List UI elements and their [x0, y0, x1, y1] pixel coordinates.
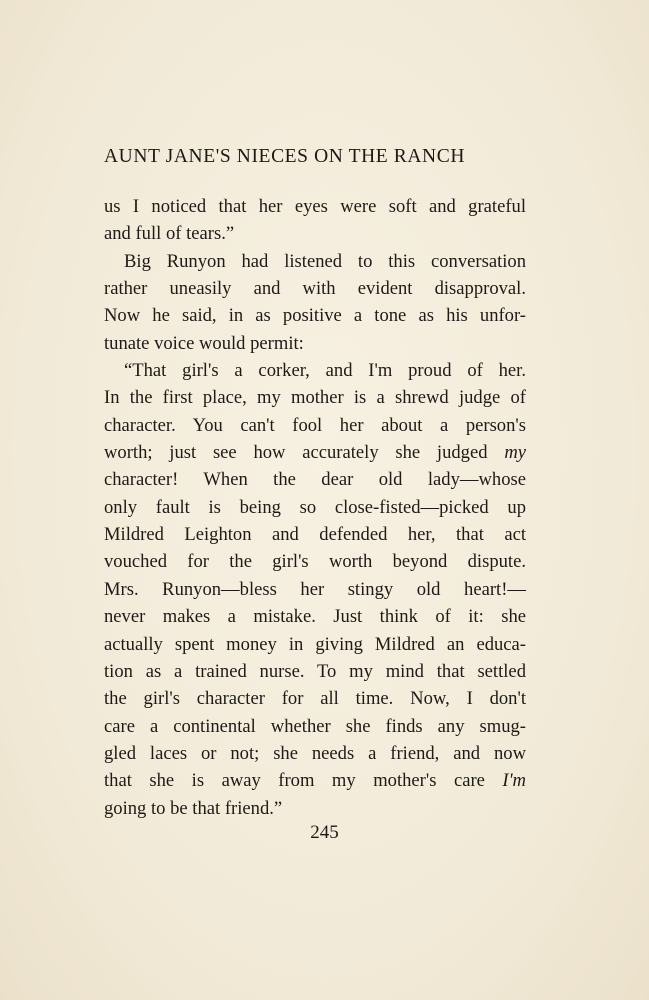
- text-line: vouched for the girl's worth beyond dispute.: [104, 551, 526, 573]
- text-line: tunate voice would permit:: [104, 332, 304, 354]
- body-text: [104, 193, 526, 822]
- text-line: “That girl's a corker, and I'm proud of her.: [124, 360, 526, 382]
- text-line: rather uneasily and with evident disapproval.: [104, 278, 526, 300]
- text-line: actually spent money in giving Mildred an educa-: [104, 633, 526, 655]
- text-line: the girl's character for all time. Now, I don't: [104, 688, 526, 710]
- text-line: gled laces or not; she needs a friend, and now: [104, 742, 526, 764]
- page-number: 245: [310, 822, 339, 843]
- text-line: that she is away from my mother's care I'm: [104, 770, 526, 792]
- text-line: us I noticed that her eyes were soft and grateful: [104, 196, 526, 217]
- text-line: going to be that friend.”: [104, 797, 283, 819]
- text-line: care a continental whether she finds any smug-: [104, 715, 526, 737]
- text-line: never makes a mistake. Just think of it: she: [104, 606, 526, 628]
- text-line: worth; just see how accurately she judged my: [104, 442, 526, 464]
- text-line: tion as a trained nurse. To my mind that settled: [104, 660, 526, 682]
- text-line: Big Runyon had listened to this conversation: [124, 250, 526, 272]
- text-line: Mildred Leighton and defended her, that act: [104, 524, 526, 546]
- text-line: character. You can't fool her about a person's: [104, 414, 526, 436]
- text-line: Now he said, in as positive a tone as his unfor-: [104, 305, 526, 327]
- text-line: In the first place, my mother is a shrewd judge of: [104, 387, 526, 409]
- text-line: character! When the dear old lady—whose: [104, 469, 526, 491]
- text-line: only fault is being so close-fisted—picked up: [104, 496, 526, 518]
- running-head: AUNT JANE'S NIECES ON THE RANCH: [104, 146, 466, 167]
- text-line: Mrs. Runyon—bless her stingy old heart!—: [104, 578, 526, 600]
- text-line: and full of tears.”: [104, 223, 235, 245]
